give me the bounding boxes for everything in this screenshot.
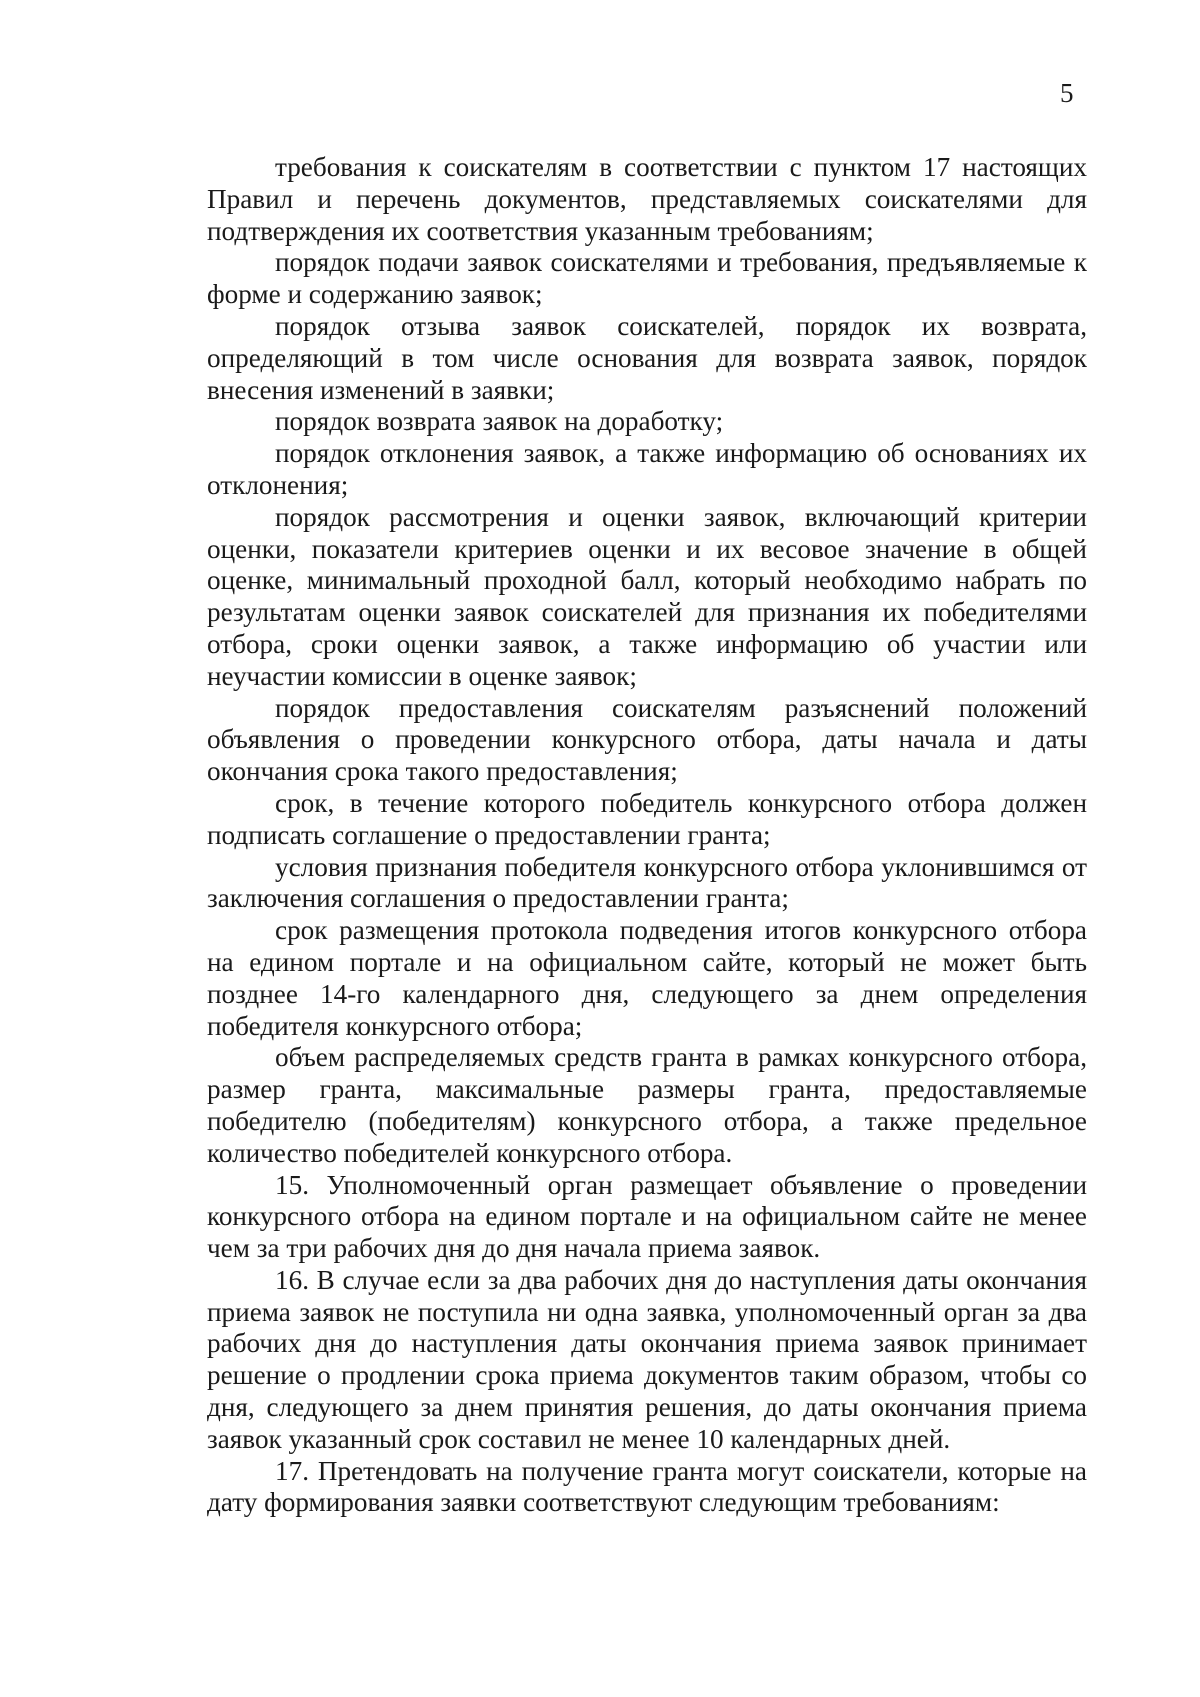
paragraph-protocol-deadline: срок размещения протокола подведения итогов конкурсного отбора на едином портале и на официальном сайте, который не может быть позднее 14-го календарного дня, следующего за днем определения победителя конкурсного отбора; [207, 915, 1087, 1041]
paragraph-return-for-revision: порядок возврата заявок на доработку; [275, 406, 724, 437]
paragraph-evaluation-procedure: порядок рассмотрения и оценки заявок, включающий критерии оценки, показатели критериев оценки и их весовое значение в общей оценке, минимальный проходной балл, который необходимо набрать по результатам оценки заявок соискателей для признания их победителями отбора, сроки оценки заявок, а также информацию об участии или неучастии комиссии в оценке заявок; [207, 501, 1087, 691]
page-number: 5 [1060, 78, 1074, 108]
paragraph-submission-procedure: порядок подачи заявок соискателями и требования, предъявляемые к форме и содержанию заявок; [207, 247, 1087, 310]
paragraph-evasion-conditions: условия признания победителя конкурсного отбора уклонившимся от заключения соглашения о предоставлении гранта; [207, 851, 1087, 914]
paragraph-clause-15: 15. Уполномоченный орган размещает объявление о проведении конкурсного отбора на едином портале и на официальном сайте не менее чем за три рабочих дня до дня начала приема заявок. [207, 1169, 1087, 1264]
paragraph-clause-17: 17. Претендовать на получение гранта могут соискатели, которые на дату формирования заявки соответствуют следующим требованиям: [207, 1455, 1087, 1518]
paragraph-clause-16: 16. В случае если за два рабочих дня до наступления даты окончания приема заявок не поступила ни одна заявка, уполномоченный орган за два рабочих дня до наступления даты окончания приема заявок принимает решение о продлении срока приема документов таким образом, чтобы со дня, следующего за днем принятия решения, до даты окончания приема заявок указанный срок составил не менее 10 календарных дней. [207, 1264, 1087, 1454]
paragraph-grant-volume: объем распределяемых средств гранта в рамках конкурсного отбора, размер гранта, максимальные размеры гранта, предоставляемые победителю (победителям) конкурсного отбора, а также предельное количество победителей конкурсного отбора. [207, 1042, 1087, 1168]
paragraph-withdrawal-procedure: порядок отзыва заявок соискателей, порядок их возврата, определяющий в том числе основания для возврата заявок, порядок внесения изменений в заявки; [207, 310, 1087, 405]
paragraph-agreement-deadline: срок, в течение которого победитель конкурсного отбора должен подписать соглашение о предоставлении гранта; [207, 787, 1087, 850]
document-body [207, 152, 1087, 1519]
paragraph-rejection-procedure: порядок отклонения заявок, а также информацию об основаниях их отклонения; [207, 438, 1087, 500]
paragraph-applicant-requirements: требования к соискателям в соответствии с пунктом 17 настоящих Правил и перечень документов, представляемых соискателями для подтверждения их соответствия указанным требованиям; [207, 152, 1087, 246]
paragraph-clarification-procedure: порядок предоставления соискателям разъяснений положений объявления о проведении конкурсного отбора, даты начала и даты окончания срока такого предоставления; [207, 692, 1087, 787]
